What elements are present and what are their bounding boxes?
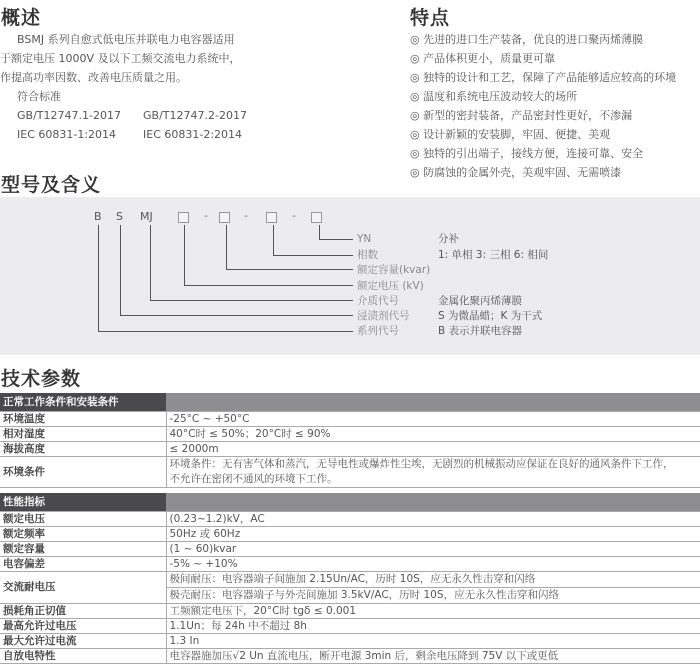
model-desc-yn: 分补 bbox=[438, 233, 459, 245]
placeholder-box-capacity bbox=[219, 212, 230, 223]
connector-line bbox=[98, 225, 99, 332]
feature-item: ◎ 设计新颖的安装脚，牢固、便捷、美观 bbox=[410, 128, 611, 141]
circle-bullet-icon: ◎ bbox=[410, 90, 420, 103]
separator: - bbox=[204, 209, 208, 222]
placeholder-box-phase bbox=[266, 212, 277, 223]
code-s: S bbox=[116, 210, 123, 223]
performance-table bbox=[0, 493, 700, 664]
overview-line-2: 于额定电压 1000V 及以下工频交流电力系统中， bbox=[0, 52, 241, 65]
section-header: 正常工作条件和安装条件 bbox=[0, 393, 166, 411]
connector-line bbox=[273, 225, 274, 256]
overview-title: 概述 bbox=[1, 7, 42, 29]
table-row: 自放电特性 电容器施加压√2 Un 直流电压，断开电源 3min 后，剩余电压降到 75V 以下或更低 bbox=[0, 648, 700, 663]
connector-line bbox=[184, 225, 185, 286]
feature-item: ◎ 独特的引出端子，接线方便，连接可靠、安全 bbox=[410, 147, 644, 160]
model-label-capacity: 额定容量(kvar) bbox=[357, 264, 431, 276]
table-header bbox=[0, 493, 700, 511]
circle-bullet-icon: ◎ bbox=[410, 128, 420, 141]
placeholder-box-capacity-voltage bbox=[178, 212, 189, 223]
model-desc-dielectric: 金属化聚丙烯薄膜 bbox=[438, 295, 522, 307]
connector-line bbox=[319, 225, 320, 240]
standard-iec-1: IEC 60831-1:2014 bbox=[17, 128, 117, 141]
model-diagram bbox=[0, 197, 700, 355]
standard-iec-2: IEC 60831-2:2014 bbox=[143, 128, 243, 141]
standard-gb-1: GB/T12747.1-2017 bbox=[17, 109, 121, 122]
table-row: 额定电压 (0.23~1.2)kV，AC bbox=[0, 511, 700, 526]
table-row: 最高允许过电压 1.1Un；每 24h 中不超过 8h bbox=[0, 618, 700, 633]
table-row: 电容偏差 -5% ~ +10% bbox=[0, 556, 700, 571]
connector-line bbox=[98, 331, 353, 332]
model-label-voltage: 额定电压 (kV) bbox=[357, 280, 424, 292]
overview-section bbox=[0, 30, 360, 144]
placeholder-box-yn bbox=[311, 212, 322, 223]
table-row: 相对湿度 40°C时 ≤ 50%；20°C时 ≤ 90% bbox=[0, 426, 700, 441]
circle-bullet-icon: ◎ bbox=[410, 52, 420, 65]
standard-gb-2: GB/T12747.2-2017 bbox=[143, 109, 247, 122]
feature-item: ◎ 先进的进口生产装备，优良的进口聚丙烯薄膜 bbox=[410, 33, 644, 46]
tech-title: 技术参数 bbox=[1, 368, 82, 390]
circle-bullet-icon: ◎ bbox=[410, 147, 420, 160]
model-label-impregnant: 浸渍剂代号 bbox=[357, 310, 410, 322]
table-row: 损耗角正切值 工频额定电压下，20°C时 tgδ ≤ 0.001 bbox=[0, 603, 700, 618]
table-row: 海拔高度 ≤ 2000m bbox=[0, 441, 700, 456]
code-mj: MJ bbox=[140, 210, 153, 223]
features-list bbox=[410, 30, 700, 182]
feature-item: ◎ 独特的设计和工艺，保障了产品能够适应较高的环境 bbox=[410, 71, 677, 84]
feature-item: ◎ 防腐蚀的金属外壳，美观牢固、无需喷漆 bbox=[410, 166, 622, 179]
table-row: 交流耐电压 极间耐压：电容器端子间施加 2.15Un/AC，历时 10S，应无永久性击穿和闪络 极壳耐压：电容器端子与外壳间施加 3.5kV/AC，历时 10S，应无永久性击穿和闪络 bbox=[0, 571, 700, 603]
feature-item: ◎ 温度和系统电压波动较大的场所 bbox=[410, 90, 578, 103]
model-label-phase: 相数 bbox=[357, 249, 378, 261]
separator: - bbox=[244, 209, 248, 222]
connector-line bbox=[273, 255, 353, 256]
connector-line bbox=[120, 315, 353, 316]
circle-bullet-icon: ◎ bbox=[410, 33, 420, 46]
circle-bullet-icon: ◎ bbox=[410, 71, 420, 84]
overview-line-3: 作提高功率因数、改善电压质量之用。 bbox=[0, 71, 187, 84]
standards-row bbox=[0, 106, 360, 125]
table-row: 最大允许过电流 1.3 In bbox=[0, 633, 700, 648]
conditions-table bbox=[0, 393, 700, 488]
connector-line bbox=[184, 285, 353, 286]
connector-line bbox=[120, 225, 121, 316]
features-title: 特点 bbox=[410, 7, 451, 29]
model-desc-impregnant: S 为微晶蜡；K 为干式 bbox=[438, 310, 543, 322]
table-row: 环境条件 环境条件：无有害气体和蒸汽，无导电性或爆炸性尘埃，无剧烈的机械振动应保证在良好的通风条件下工作， 不允许在密闭不通风的环境下工作。 bbox=[0, 456, 700, 487]
model-label-yn: YN bbox=[357, 233, 372, 245]
connector-line bbox=[150, 300, 353, 301]
feature-item: ◎ 产品体积更小，质量更可靠 bbox=[410, 52, 556, 65]
model-label-series: 系列代号 bbox=[357, 325, 399, 337]
section-header: 性能指标 bbox=[0, 493, 166, 511]
code-b: B bbox=[94, 210, 102, 223]
table-header bbox=[0, 393, 700, 411]
model-desc-series: B 表示并联电容器 bbox=[438, 325, 523, 337]
connector-line bbox=[226, 269, 353, 270]
model-label-dielectric: 介质代号 bbox=[357, 295, 399, 307]
table-row: 环境温度 -25°C ~ +50°C bbox=[0, 411, 700, 426]
circle-bullet-icon: ◎ bbox=[410, 109, 420, 122]
model-desc-phase: 1: 单相 3: 三相 6: 相间 bbox=[438, 249, 549, 261]
overview-line-1: BSMJ 系列自愈式低电压并联电力电容器适用 bbox=[17, 33, 235, 46]
separator: - bbox=[292, 209, 296, 222]
connector-line bbox=[319, 239, 353, 240]
table-row: 额定频率 50Hz 或 60Hz bbox=[0, 526, 700, 541]
circle-bullet-icon: ◎ bbox=[410, 166, 420, 179]
connector-line bbox=[226, 225, 227, 270]
standards-row bbox=[0, 125, 360, 144]
model-title: 型号及含义 bbox=[1, 174, 102, 196]
table-row: 额定容量 (1 ~ 60)kvar bbox=[0, 541, 700, 556]
standards-label: 符合标准 bbox=[17, 90, 61, 103]
feature-item: ◎ 新型的密封装备，产品密封性更好，不渗漏 bbox=[410, 109, 633, 122]
connector-line bbox=[150, 225, 151, 301]
